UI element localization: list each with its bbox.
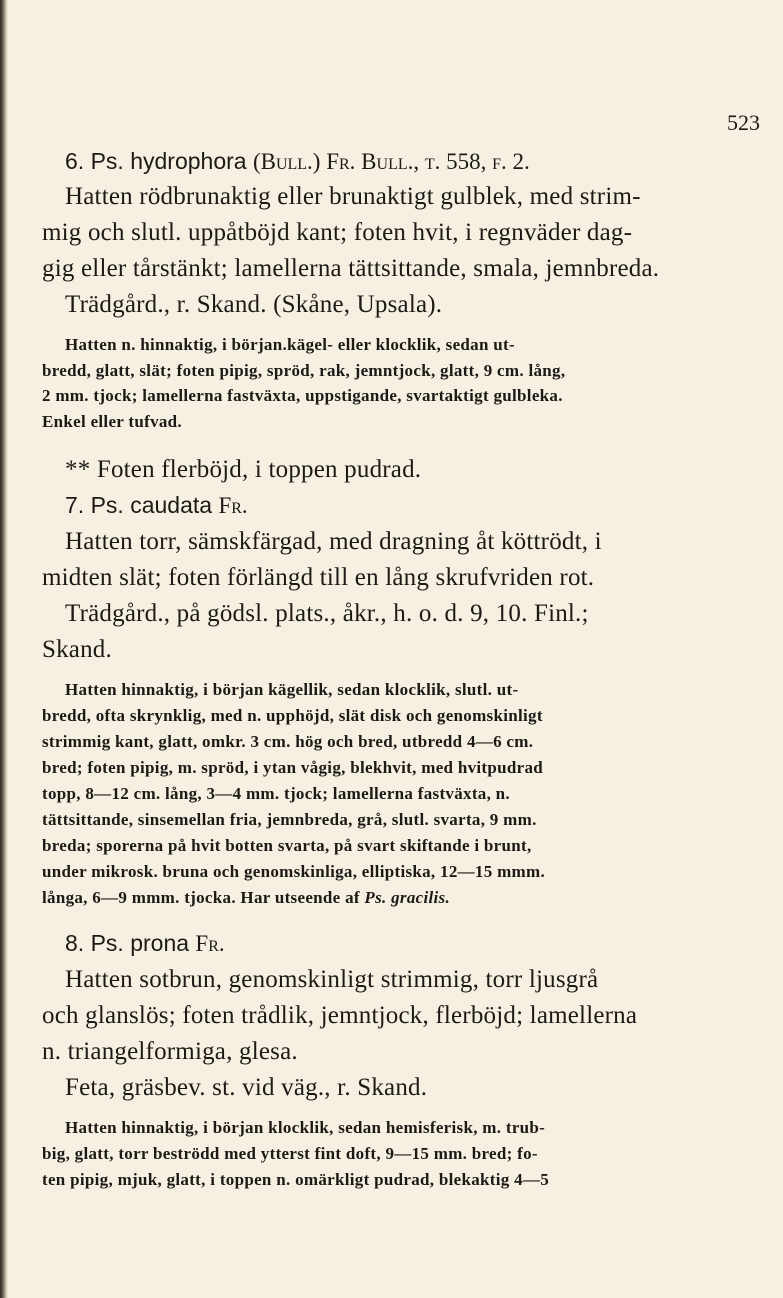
description-line: Hatten sotbrun, genomskinligt strimmig, torr ljusgrå: [65, 966, 599, 993]
detail-line-last: [42, 888, 450, 908]
detail-line: Hatten hinnaktig, i början klocklik, sedan hemisferisk, m. trub-: [65, 1118, 546, 1137]
species-heading-7: [65, 492, 248, 519]
detail-text: långa, 6—9 mmm. tjocka. Har utseende af: [42, 888, 360, 907]
species-authority: (Bull.) Fr. Bull., t. 558, f. 2.: [252, 149, 530, 174]
detail-line: Hatten hinnaktig, i början kägellik, sedan klocklik, slutl. ut-: [65, 680, 519, 699]
description-line: och glanslös; foten trådlik, jemntjock, flerböjd; lamellerna: [42, 1002, 638, 1029]
page-number: 523: [727, 110, 760, 135]
species-prefix: 6. Ps.: [65, 148, 124, 174]
subgroup-heading: ** Foten flerböjd, i toppen pudrad.: [65, 456, 422, 483]
detail-line: bred; foten pipig, m. spröd, i ytan vågig, blekhvit, med hvitpudrad: [42, 758, 544, 777]
detail-line: tättsittande, sinsemellan fria, jemnbreda, grå, slutl. svarta, 9 mm.: [42, 810, 537, 829]
description-line: n. triangelformiga, glesa.: [42, 1038, 298, 1065]
detail-line: Enkel eller tufvad.: [42, 412, 182, 431]
habitat-line: Trädgård., på gödsl. plats., åkr., h. o. d. 9, 10. Finl.;: [65, 600, 589, 627]
species-name: caudata: [130, 492, 213, 518]
detail-line: bredd, glatt, slät; foten pipig, spröd, rak, jemntjock, glatt, 9 cm. lång,: [42, 361, 566, 380]
detail-line: under mikrosk. bruna och genomskinliga, elliptiska, 12—15 mmm.: [42, 862, 546, 881]
habitat-line: Feta, gräsbev. st. vid väg., r. Skand.: [65, 1074, 428, 1101]
detail-line: Hatten n. hinnaktig, i början.kägel- eller klocklik, sedan ut-: [65, 335, 515, 354]
book-spine-shadow: [0, 0, 8, 1298]
detail-line: bredd, ofta skrynklig, med n. upphöjd, slät disk och genomskinligt: [42, 706, 543, 725]
species-authority: Fr.: [218, 493, 248, 518]
species-authority: Fr.: [195, 931, 225, 956]
habitat-line: Trädgård., r. Skand. (Skåne, Upsala).: [65, 291, 443, 318]
species-prefix: 7. Ps.: [65, 492, 124, 518]
habitat-line: Skand.: [42, 636, 112, 663]
detail-line: ten pipig, mjuk, glatt, i toppen n. omärkligt pudrad, blekaktig 4—5: [42, 1170, 550, 1189]
species-name: prona: [130, 930, 190, 956]
description-line: mig och slutl. uppåtböjd kant; foten hvit, i regnväder dag-: [42, 219, 633, 246]
detail-line: 2 mm. tjock; lamellerna fastväxta, uppstigande, svartaktigt gulbleka.: [42, 386, 563, 405]
description-line: Hatten torr, sämskfärgad, med dragning åt köttrödt, i: [65, 528, 602, 555]
species-reference: Ps. gracilis.: [364, 888, 451, 907]
species-heading-8: [65, 930, 225, 957]
detail-line: topp, 8—12 cm. lång, 3—4 mm. tjock; lamellerna fastväxta, n.: [42, 784, 510, 803]
description-line: Hatten rödbrunaktig eller brunaktigt gulblek, med strim-: [65, 183, 641, 210]
detail-line: breda; sporerna på hvit botten svarta, på svart skiftande i brunt,: [42, 836, 532, 855]
species-prefix: 8. Ps.: [65, 930, 124, 956]
species-name: hydrophora: [130, 148, 247, 174]
species-heading-6: [65, 148, 530, 175]
description-line: gig eller tårstänkt; lamellerna tättsittande, smala, jemnbreda.: [42, 255, 660, 282]
detail-line: strimmig kant, glatt, omkr. 3 cm. hög och bred, utbredd 4—6 cm.: [42, 732, 534, 751]
description-line: midten slät; foten förlängd till en lång skrufvriden rot.: [42, 564, 595, 591]
detail-line: big, glatt, torr beströdd med ytterst fint doft, 9—15 mm. bred; fo-: [42, 1144, 538, 1163]
